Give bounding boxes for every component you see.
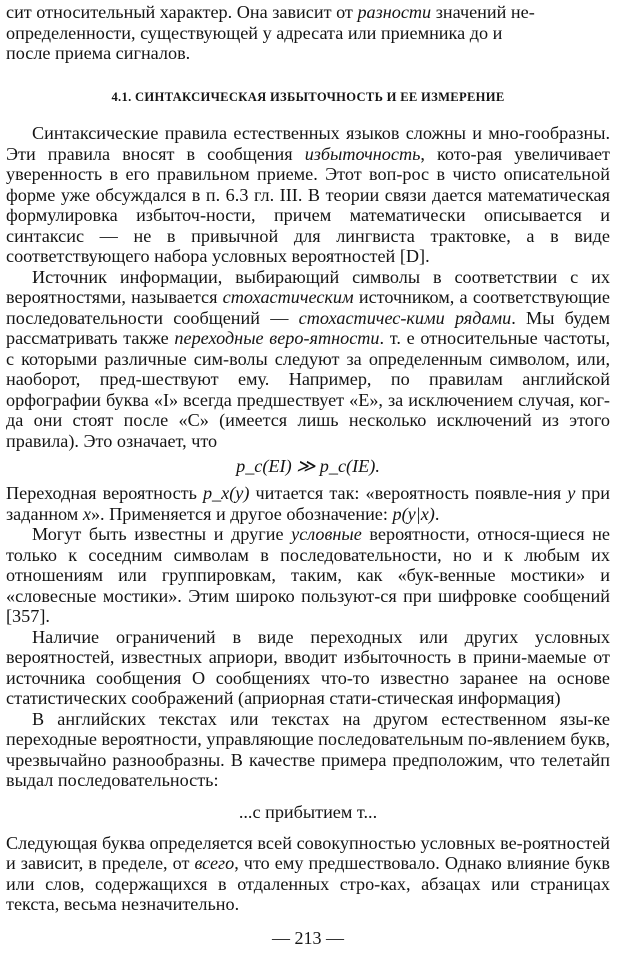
paragraph: В английских текстах или текстах на другом естественном язы-ке переходные вероятности, управляющие последовательным по-явлением букв, чрезвычайно разнообразны. В качестве примера предположим, что телетайп выдал последовательность:: [6, 708, 611, 790]
main-text: [6, 123, 610, 915]
paragraph: [6, 267, 610, 452]
emphasis: переходные веро-ятности: [174, 328, 380, 348]
text-run: сит относительный характер. Она зависит от: [6, 2, 358, 22]
top-paragraph: [6, 2, 610, 64]
text-run: , что ему предшествовало. Однако влияние букв или слов, содержащихся в отдаленных стро-ках, абзацах или страницах текста, весьма незначительно.: [6, 853, 610, 914]
page-number: — 213 —: [272, 928, 344, 948]
emphasis: p_x(y): [202, 483, 250, 503]
text-run: источником, а соответствующие последовательности сообщений —: [6, 287, 610, 328]
emphasis: y: [567, 483, 576, 503]
paragraph: [6, 123, 610, 267]
text-run: читается так: «вероятность появле-ния: [249, 483, 568, 503]
text-run: вероятности, относя-щиеся не только к соседним символам в последовательности, но и к любым их отношениям или группировкам, таким, как «бук-венные мостики» и «словесные мостики». Этим широко пользуют-ся при шифровке сообщений [357].: [6, 524, 610, 626]
formula: p_c(EI) ≫ p_c(IE).: [236, 456, 380, 476]
top-paragraph-line: определенности, существующей у адресата или приемника до и: [6, 22, 503, 43]
emphasis: условные: [291, 524, 362, 544]
text-run: Переходная вероятность: [6, 483, 203, 503]
text-run: .: [434, 503, 440, 524]
emphasis: стохастичес-кими рядами: [298, 307, 512, 328]
text-run: при заданном: [6, 483, 610, 524]
text-run: Синтаксические правила естественных языков сложны и мно-гообразны. Эти правила вносят в сообщения: [6, 123, 610, 164]
emphasis: разности: [357, 2, 432, 22]
paragraph: [6, 524, 610, 627]
emphasis: p(y|x): [392, 503, 435, 524]
paragraph: [6, 483, 610, 524]
text-run: , кото-рая увеличивает уверенность в его правильном приеме. Этот воп-рос в чисто описательной форме уже обсуждался в п. 6.3 гл. III. В теории связи дается математическая формулировка избыточ-ности, причем математически описывается и синтаксис — не в привычной для лингвиста трактовке, а в виде соответствующего набора условных вероятностей [D].: [6, 143, 610, 266]
emphasis: x: [82, 503, 91, 524]
text-run: . т. е относительные частоты, с которыми различные сим-волы следуют за определенным символом, или, наоборот, пред-шествуют ему. Например, по правилам английской орфографии буква «I» всегда предшествует «E», за исключением случая, ког-да они стоят после «C» (имеется лишь несколько исключений из этого правила). Это означает, что: [6, 328, 611, 451]
text-run: Могут быть известны и другие: [32, 524, 292, 544]
text-run: Источник информации, выбирающий символы в соответствии с их вероятностями, называется: [6, 266, 610, 307]
emphasis: стохастическим: [222, 287, 354, 307]
text-run: ». Применяется и другое обозначение:: [90, 503, 393, 524]
paragraph: [6, 833, 610, 915]
top-paragraph-line: после приема сигналов.: [6, 43, 191, 63]
top-paragraph-line: [6, 2, 610, 23]
teletype-sample: ...с прибытием т...: [238, 801, 378, 822]
emphasis: избыточность: [304, 143, 421, 164]
text-run: Следующая буква определяется всей совокупностью условных ве-роятностей и зависит, в пределе, от: [6, 832, 610, 873]
paragraph: Наличие ограничений в виде переходных или других условных вероятностей, известных априори, вводит избыточность в прини-маемые от источника сообщения О сообщениях что-то известно заранее на основе статистических соображений (априорная стати-стическая информация): [6, 626, 610, 708]
book-page: [6, 0, 610, 954]
emphasis: всего: [194, 853, 235, 873]
text-run: . Мы будем рассматривать также: [6, 307, 610, 348]
section-heading: 4.1. СИНТАКСИЧЕСКАЯ ИЗБЫТОЧНОСТЬ И ЕЕ ИЗМЕРЕНИЕ: [111, 90, 505, 104]
text-run: значений не-: [431, 2, 535, 22]
